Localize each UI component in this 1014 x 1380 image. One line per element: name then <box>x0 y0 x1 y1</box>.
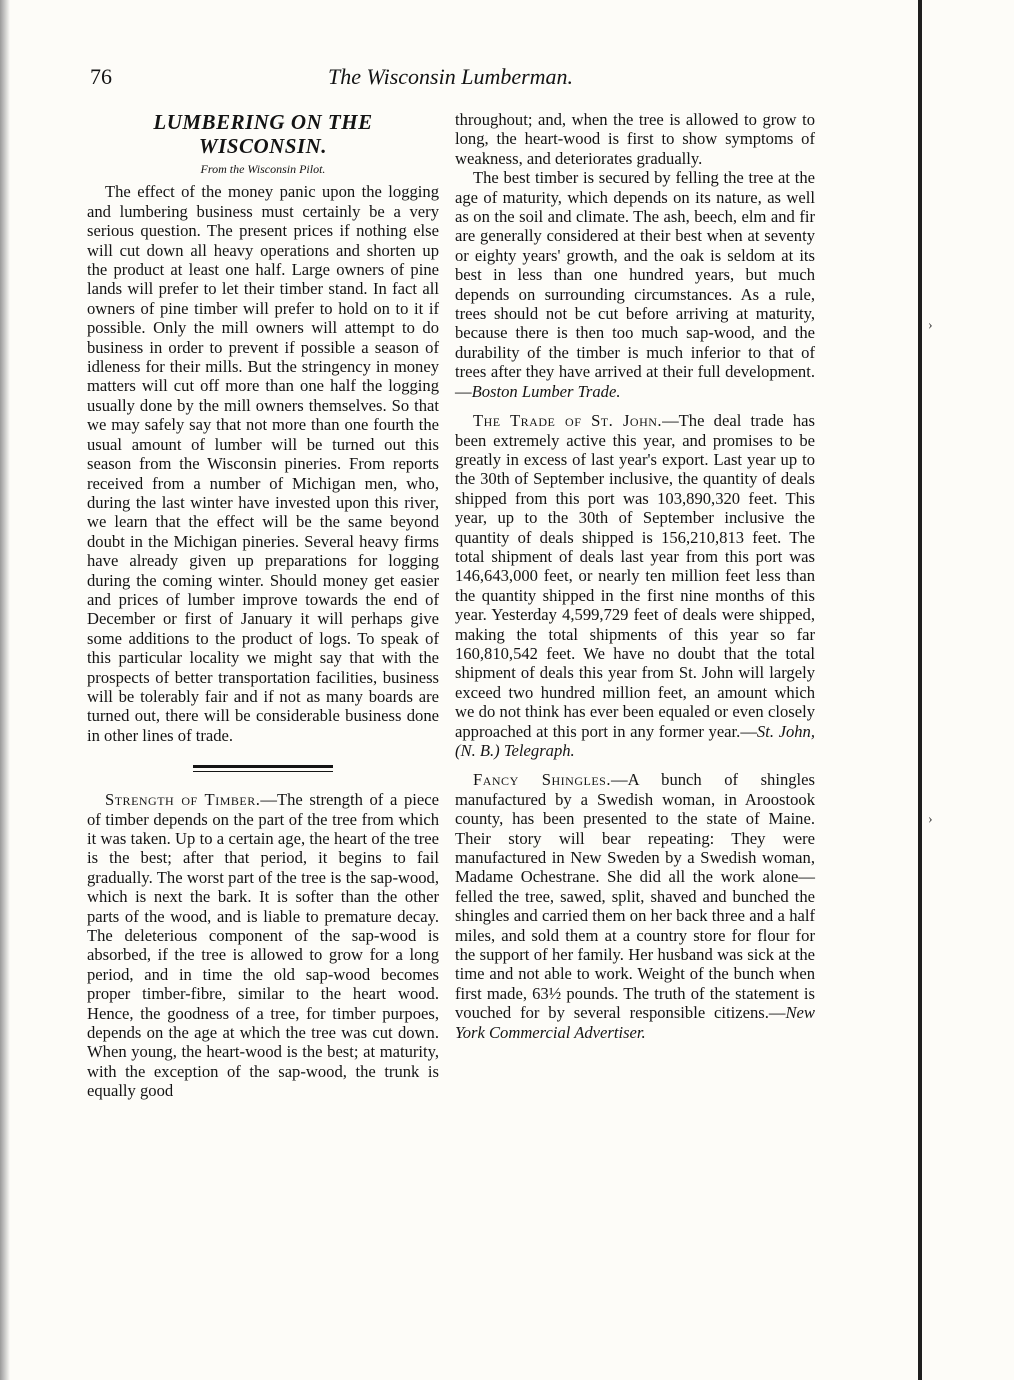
timber-article-body: The strength of a piece of timber depends on the part of the tree from which it was taken. Up to a certain age, the heart of the tree is the best; after that period, it begins to fail gradually. The worst part of the tree is the sap-wood, which is next the bark. It is softer than the other parts of the wood, and is liable to premature decay. The deleterious component of the sap-wood is absorbed, if the tree is allowed to grow for a long period, and in time the old sap-wood becomes proper timber-fibre, similar to the heart wood. Hence, the goodness of a tree, for timber purpoes, depends on the age at which the tree was cut down. When young, the heart-wood is the best; at maturity, with the exception of the sap-wood, the trunk is equally good <box>87 790 439 1101</box>
timber-article-paragraph: Strength of Timber.—The strength of a piece of timber depends on the part of the tree from which it was taken. Up to a certain age, the heart of the tree is the best; after that period, it begins to fail gradually. The worst part of the tree is the sap-wood, which is next the bark. It is softer than the other parts of the wood, and is liable to premature decay. The deleterious component of the sap-wood is absorbed, if the tree is allowed to grow for a long period, and in time the old sap-wood becomes proper timber-fibre, similar to the heart wood. Hence, the goodness of a tree, for timber purpoes, depends on the age at which the tree was cut down. When young, the heart-wood is the best; at maturity, with the exception of the sap-wood, the trunk is equally good <box>87 790 439 1101</box>
timber-article-body-2: The best timber is secured by felling the tree at the age of maturity, which depends on its nature, as well as on the soil and climate. The ash, beech, elm and fir are generally considered at their best when at seventy or eighty years' growth, and the oak is seldom at its best in less than one hundred years, but much depends on surrounding circumstances. As a rule, trees should not be cut before arriving at maturity, because there is then too much sap-wood, and the durability of the timber is much inferior to that of trees after they have arrived at their full development. <box>455 168 815 382</box>
timber-article-continuation: throughout; and, when the tree is allowed to grow to long, the heart-wood is first to show symptoms of weakness, and deteriorates gradually. <box>455 110 815 168</box>
right-column <box>455 110 815 1042</box>
margin-mark: › <box>928 318 933 333</box>
shingles-article: Fancy Shingles.—A bunch of shingles manufactured by a Swedish woman, in Aroostook county, has been presented to the state of Maine. Their story will bear repeating: They were manufactured in New Sweden by a Swedish woman, Madame Ochestrane. She did all the work alone—felled the tree, sawed, split, shaved and bunched the shingles and carried them on her back three and a half miles, and sold them at a country store for flour for the support of her family. Her husband was sick at the time and not able to work. Weight of the bunch when first made, 63½ pounds. The truth of the statement is vouched for by several responsible citizens.—New York Commercial Advertiser. <box>455 770 815 1042</box>
scan-left-shadow <box>0 0 10 1380</box>
timber-article-source: Boston Lumber Trade. <box>471 381 621 401</box>
page-number: 76 <box>90 64 112 89</box>
running-head: The Wisconsin Lumberman. <box>328 64 574 89</box>
margin-mark: › <box>928 812 933 827</box>
st-john-article: The Trade of St. John.—The deal trade has been extremely active this year, and promises to be greatly in excess of last year's export. Last year up to the 30th of September inclusive, the quantity of deals shipped from this port was 103,890,320 feet. This year, up to the 30th of September inclusive the quantity of deals shipped is 156,210,813 feet. The total shipment of deals last year from this port was 146,643,000 feet, or nearly ten million feet less than the quantity shipped in the first nine months of this year. Yesterday 4,599,729 feet of deals were shipped, making the total shipments of this year so far 160,810,542 feet. We have no doubt that the total shipment of deals this year from St. John will largely exceed two hundred million feet, an amount which we do not think has ever been equaled or even closely approached at this port in any former year.—St. John, (N. B.) Telegraph. <box>455 411 815 760</box>
section-divider <box>193 765 333 772</box>
shingles-source: New York Commercial Advertiser. <box>455 1003 815 1042</box>
timber-article-paragraph-2: The best timber is secured by felling the tree at the age of maturity, which depends on its nature, as well as on the soil and climate. The ash, beech, elm and fir are generally considered at their best when at seventy or eighty years' growth, and the oak is seldom at its best in less than one hundred years, but much depends on surrounding circumstances. As a rule, trees should not be cut before arriving at maturity, because there is then too much sap-wood, and the durability of the timber is much inferior to that of trees after they have arrived at their full development.—Boston Lumber Trade. <box>455 168 815 401</box>
article-source-line: From the Wisconsin Pilot. <box>200 162 326 176</box>
st-john-source: St. John, (N. B.) Telegraph. <box>455 721 815 760</box>
st-john-heading: The Trade of St. John. <box>473 411 663 431</box>
article-body: The effect of the money panic upon the logging and lumbering business must certainly be a very serious question. The present prices if nothing else will cut down all heavy operations and shorten up the product at least one half. Large owners of pine lands will prefer to let their timber stand. In fact all owners of pine timber will prefer to hold on to it if possible. Only the mill owners will attempt to do business in order to prevent if possible a season of idleness for their mills. But the stringency in money matters will cut off more than one half the logging usually done by the mill owners themselves. So that we may safely say that not more than one fourth the usual amount of lumber will be turned out this season from the Wisconsin pineries. From reports received from a number of Michigan men, who, during the last winter have invested upon this river, we learn that the effect will be the same beyond doubt in the Michigan pineries. Several heavy firms have already given up preparations for logging during the coming winter. Should money get easier and prices of lumber improve towards the end of December or first of January it will perhaps give some additions to the product of logs. To speak of this particular locality we might say that with the prospects of better transportation facilities, business will be tolerably fair and if not as many boards are turned out, there will be considerable business done in other lines of trade. <box>87 182 439 745</box>
page-edge-line <box>918 0 922 1380</box>
article-headline: LUMBERING ON THE WISCONSIN. <box>153 110 373 158</box>
article-gap <box>455 760 815 770</box>
timber-article-heading: Strength of Timber. <box>105 790 261 810</box>
st-john-body: The deal trade has been extremely active this year, and promises to be greatly in excess of last year's export. Last year up to the 30th of September inclusive, the quantity of deals shipped from this port was 103,890,320 feet. This year, up to the 30th of September inclusive the quantity of deals shipped is 156,210,813 feet. The total shipment of deals last year from this port was 146,643,000 feet, or nearly ten million feet less than the quantity shipped in the first nine months of this year. Yesterday 4,599,729 feet of deals were shipped, making the total shipments of this year so far 160,810,542 feet. We have no doubt that the total shipment of deals this year from St. John will largely exceed two hundred million feet, an amount which we do not think has ever been equaled or even closely approached at this port in any former year. <box>455 411 815 741</box>
shingles-heading: Fancy Shingles. <box>473 770 611 790</box>
shingles-body: A bunch of shingles manufactured by a Swedish woman, in Aroostook county, has been presented to the state of Maine. Their story will bear repeating: They were manufactured in New Sweden by a Swedish woman, Madame Ochestrane. She did all the work alone—felled the tree, sawed, split, shaved and bunched the shingles and carried them on her back three and a half miles, and sold them at a country store for flour for the support of her family. Her husband was sick at the time and not able to work. Weight of the bunch when first made, 63½ pounds. The truth of the statement is vouched for by several responsible citizens. <box>455 770 815 1023</box>
article-gap <box>455 401 815 411</box>
left-column <box>87 110 439 1101</box>
